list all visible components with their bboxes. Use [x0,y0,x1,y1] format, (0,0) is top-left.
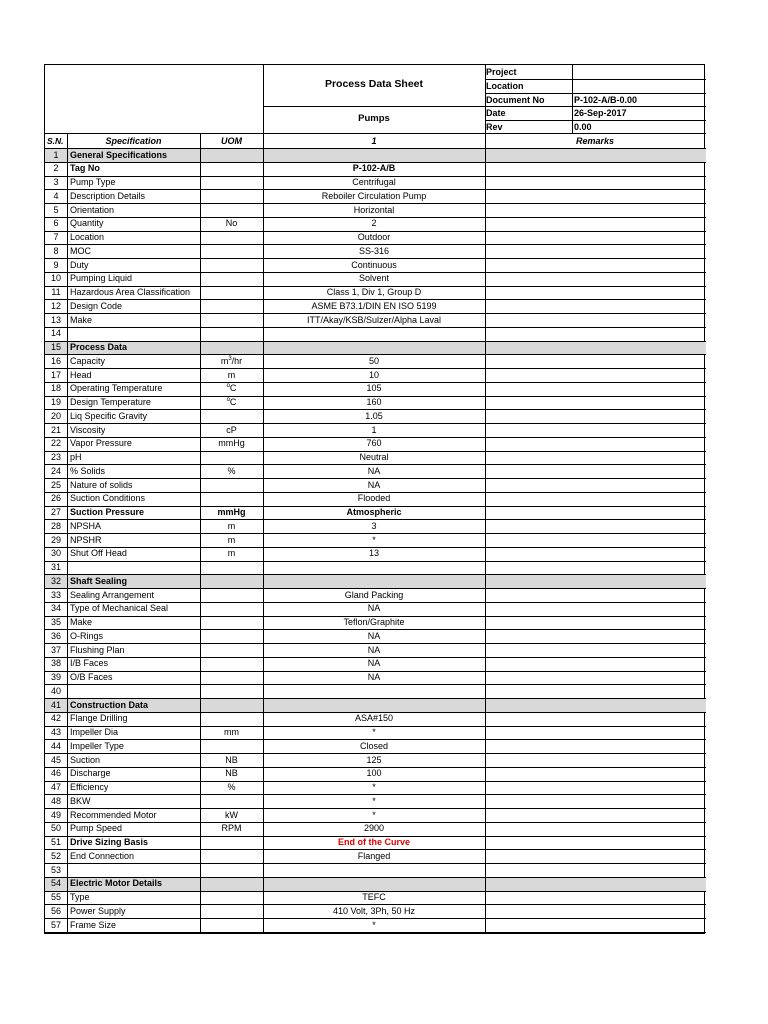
spec-value: Neutral [359,452,389,462]
grid-line [263,65,264,133]
uom-value: mmHg [218,438,245,449]
spec-value: ASME B73.1/DIN EN ISO 5199 [311,300,437,311]
spec-value: P-102-A/B [352,163,396,174]
row-number: 51 [50,837,61,847]
grid-line [45,492,706,493]
spec-label: Type [70,892,90,902]
row-number: 44 [50,740,61,751]
row-number: 47 [50,782,61,792]
uom-value: NB [225,768,238,779]
row-number: 9 [53,259,59,270]
spec-value: 410 Volt, 3Ph, 50 Hz [332,905,416,916]
spec-value: Gland Packing [344,589,404,600]
row-number: 16 [50,355,61,366]
row-number: 6 [53,218,59,229]
meta-label-document-no: Document No [486,95,545,105]
spec-label: Make [70,617,93,627]
grid-line [45,712,706,713]
row-number: 18 [50,383,61,394]
spec-label: Location [70,232,105,242]
spec-value: Centrifugal [352,177,396,187]
spec-label: Tag No [70,163,100,174]
grid-line [485,120,706,121]
grid-line [45,616,706,617]
grid-line [45,726,706,727]
spec-label: Design Code [70,300,123,311]
row-number: 54 [50,878,61,889]
grid-line [200,133,201,932]
grid-line [45,822,706,823]
grid-line [45,877,706,878]
row-number: 56 [50,905,61,916]
row-number: 20 [50,410,61,421]
uom-value: mmHg [217,507,246,517]
row-number: 28 [50,520,61,531]
grid-line [45,203,706,204]
grid-line [45,451,706,452]
grid-line [45,437,706,438]
spec-label: Operating Temperature [70,383,163,394]
spec-label: Design Temperature [70,397,151,407]
uom-value: $m^3/hr$ [220,355,243,366]
spec-label: Duty [70,259,89,270]
spec-label: % Solids [70,465,106,476]
row-number: 12 [50,300,61,311]
spec-value: 2900 [363,823,385,834]
sheet-title: Process Data Sheet [324,78,424,90]
sheet-subtitle: Pumps [358,113,390,124]
grid-line [45,891,706,892]
spec-value: 105 [366,383,382,394]
row-number: 7 [53,232,59,242]
grid-line [45,588,706,589]
row-number: 33 [50,589,61,600]
meta-label-location: Location [486,81,524,91]
row-number: 21 [50,424,61,435]
row-number: 41 [50,699,61,710]
grid-line [45,396,706,397]
row-number: 50 [50,823,61,834]
spec-label: Suction Pressure [70,507,145,517]
section-band [45,574,706,588]
row-number: 48 [50,795,61,806]
spec-label: Type of Mechanical Seal [70,603,169,614]
spec-value: 10 [368,369,379,380]
row-number: 57 [50,919,61,930]
row-number: 23 [50,452,61,462]
row-number: 46 [50,768,61,779]
uom-value: kW [225,809,238,820]
spec-value: Flooded [357,493,391,504]
spec-value: 1.05 [365,410,383,421]
grid-line [485,106,706,107]
row-number: 27 [50,507,61,517]
row-number: 13 [50,314,61,325]
grid-line [45,671,706,672]
grid-line [485,79,706,80]
grid-line [45,574,706,575]
row-number: 49 [50,809,61,820]
row-number: 53 [50,864,61,875]
grid-line [45,409,706,410]
row-number: 26 [50,493,61,504]
spec-label: Suction Conditions [70,493,146,504]
spec-label: Liq Specific Gravity [70,410,148,421]
spec-value: 13 [368,548,379,559]
grid-line [45,231,706,232]
col-header-value: 1 [371,136,377,146]
spec-value: NA [367,630,381,641]
grid-line [45,794,706,795]
spec-value: Continuous [351,259,397,270]
spec-value: 100 [366,768,382,779]
spec-value: ASA#150 [354,713,394,724]
spec-label: End Connection [70,850,135,861]
spec-value: 3 [371,520,377,531]
spec-label: Flushing Plan [70,644,125,655]
spec-value: NA [367,465,381,476]
spec-value: Outdoor [357,232,391,242]
grid-line [45,341,706,342]
grid-line [45,162,706,163]
col-header-sn: S.N. [47,136,64,146]
grid-line [45,643,706,644]
grid-line [45,176,706,177]
grid-line [45,932,706,933]
spec-value: * [372,809,376,820]
col-header-uom: UOM [221,136,242,146]
col-header-remarks: Remarks [575,136,615,146]
grid-line [45,918,706,919]
section-title: Construction Data [70,699,149,710]
grid-line [45,657,706,658]
spec-value: Atmospheric [346,507,402,517]
grid-line [263,106,486,107]
row-number: 24 [50,465,61,476]
spec-label: Impeller Dia [70,727,119,737]
grid-line [45,753,706,754]
spec-label: Vapor Pressure [70,438,132,449]
uom-value: m [227,369,236,380]
row-number: 3 [53,177,59,187]
grid-line [45,781,706,782]
grid-line [45,258,706,259]
grid-line [45,602,706,603]
spec-label: Discharge [70,768,111,779]
row-number: 2 [53,163,59,174]
row-number: 52 [50,850,61,861]
spec-value: 125 [366,754,382,765]
grid-line [45,464,706,465]
spec-label: BKW [70,795,91,806]
grid-line [45,629,706,630]
spec-value: SS-316 [358,245,390,256]
spec-value: NA [367,658,381,669]
row-number: 8 [53,245,59,256]
uom-value: m [227,534,236,545]
uom-value: % [227,465,236,476]
grid-line [45,767,706,768]
row-number: 5 [53,204,59,215]
spec-label: Flange Drilling [70,713,128,724]
grid-line [45,547,706,548]
grid-line [572,65,573,133]
spec-value: 760 [366,438,382,449]
row-number: 14 [50,328,61,339]
spec-label: Drive Sizing Basis [70,837,149,847]
row-number: 55 [50,892,61,902]
spec-label: Pumping Liquid [70,273,133,284]
spec-value: * [372,534,376,545]
spec-label: Capacity [70,355,106,366]
row-number: 34 [50,603,61,614]
spec-label: I/B Faces [70,658,109,669]
row-number: 29 [50,534,61,545]
spec-label: Power Supply [70,905,126,916]
uom-value: m [227,520,236,531]
grid-line [45,739,706,740]
spec-label: MOC [70,245,91,256]
spec-value: * [372,782,376,792]
spec-label: Pump Speed [70,823,123,834]
row-number: 32 [50,575,61,586]
grid-line [45,863,706,864]
row-number: 38 [50,658,61,669]
spec-label: Description Details [70,190,146,201]
spec-label: Shut Off Head [70,548,127,559]
grid-line [45,382,706,383]
row-number: 4 [53,190,59,201]
spec-value: Horizontal [353,204,395,215]
spec-value: NA [367,479,381,490]
spec-value: Reboiler Circulation Pump [321,190,427,201]
grid-line [45,561,706,562]
uom-value: m [227,548,236,559]
grid-line [45,533,706,534]
uom-value: RPM [221,823,242,834]
row-number: 31 [50,562,61,572]
grid-line [45,904,706,905]
spec-label: NPSHR [70,534,102,545]
row-number: 42 [50,713,61,724]
uom-value: $^o$C [226,383,237,394]
spec-label: Orientation [70,204,115,215]
spec-label: Head [70,369,92,380]
grid-line [45,849,706,850]
spec-value: Teflon/Graphite [343,617,405,627]
uom-value: % [227,782,236,792]
grid-line [45,478,706,479]
grid-line [45,133,706,134]
meta-label-date: Date [486,108,506,118]
row-number: 30 [50,548,61,559]
spec-value: 50 [368,355,379,366]
row-number: 15 [50,342,61,352]
uom-value: No [225,218,238,229]
spec-label: Nature of solids [70,479,133,490]
grid-line [45,217,706,218]
spec-value: NA [367,644,381,655]
grid-line [263,133,264,932]
grid-line [485,93,706,94]
grid-line [45,506,706,507]
section-title: Process Data [70,342,128,352]
uom-value: cP [226,424,237,435]
section-title: General Specifications [70,149,168,160]
grid-line [45,299,706,300]
grid-line [45,368,706,369]
row-number: 39 [50,672,61,682]
grid-line [45,327,706,328]
row-number: 17 [50,369,61,380]
grid-line [45,189,706,190]
grid-line [45,313,706,314]
spec-value: 1 [371,424,377,435]
spec-label: Pump Type [70,177,116,187]
spec-label: Impeller Type [70,740,124,751]
spec-label: Viscosity [70,424,106,435]
spec-value: 2 [371,218,377,229]
grid-line [485,65,486,932]
meta-value-document-no: P-102-A/B-0.00 [574,95,638,105]
grid-line [45,148,706,149]
meta-label-rev: Rev [486,122,503,132]
spec-value: Closed [359,740,388,751]
spec-label: Recommended Motor [70,809,157,820]
uom-value: mm [224,727,239,737]
grid-line [45,423,706,424]
row-number: 35 [50,617,61,627]
spec-label: Quantity [70,218,104,229]
spec-label: Efficiency [70,782,109,792]
row-number: 37 [50,644,61,655]
spec-label: Hazardous Area Classification [70,287,191,297]
row-number: 40 [50,685,61,696]
spec-value: TEFC [362,892,386,902]
row-number: 10 [50,273,61,284]
spec-value: End of the Curve [337,837,410,847]
col-header-specification: Specification [105,136,162,146]
grid-line [45,684,706,685]
data-sheet-table [44,64,705,934]
spec-value: NA [367,603,381,614]
row-number: 25 [50,479,61,490]
uom-value: NB [225,754,238,765]
spec-value: Solvent [358,273,390,284]
spec-value: NA [367,672,381,682]
meta-value-date: 26-Sep-2017 [574,108,627,118]
spec-label: Frame Size [70,919,117,930]
grid-line [45,244,706,245]
meta-label-project: Project [486,67,517,77]
spec-value: Class 1, Div 1, Group D [326,287,422,297]
row-number: 45 [50,754,61,765]
spec-value: Flanged [357,850,391,861]
spec-label: pH [70,452,82,462]
spec-label: NPSHA [70,520,102,531]
spec-label: O-Rings [70,630,104,641]
row-number: 11 [51,287,61,297]
grid-line [45,354,706,355]
row-number: 19 [50,397,61,407]
section-title: Electric Motor Details [70,878,163,889]
grid-line [67,133,68,932]
spec-value: * [372,727,376,737]
meta-value-rev: 0.00 [574,122,592,132]
row-number: 36 [50,630,61,641]
grid-line [45,698,706,699]
spec-label: Suction [70,754,101,765]
spec-value: * [372,919,376,930]
grid-line [45,836,706,837]
section-title: Shaft Sealing [70,575,128,586]
section-band [45,341,706,355]
spec-value: * [372,795,376,806]
spec-value: 160 [366,397,382,407]
grid-line [45,808,706,809]
row-number: 1 [53,149,59,160]
spec-label: Sealing Arrangement [70,589,155,600]
uom-value: $^o$C [226,397,237,407]
row-number: 43 [50,727,61,737]
grid-line [45,519,706,520]
spec-label: Make [70,314,93,325]
grid-line [45,286,706,287]
row-number: 22 [50,438,61,449]
spec-value: ITT/Akay/KSB/Sulzer/Alpha Laval [306,314,442,325]
grid-line [45,272,706,273]
spec-label: O/B Faces [70,672,113,682]
